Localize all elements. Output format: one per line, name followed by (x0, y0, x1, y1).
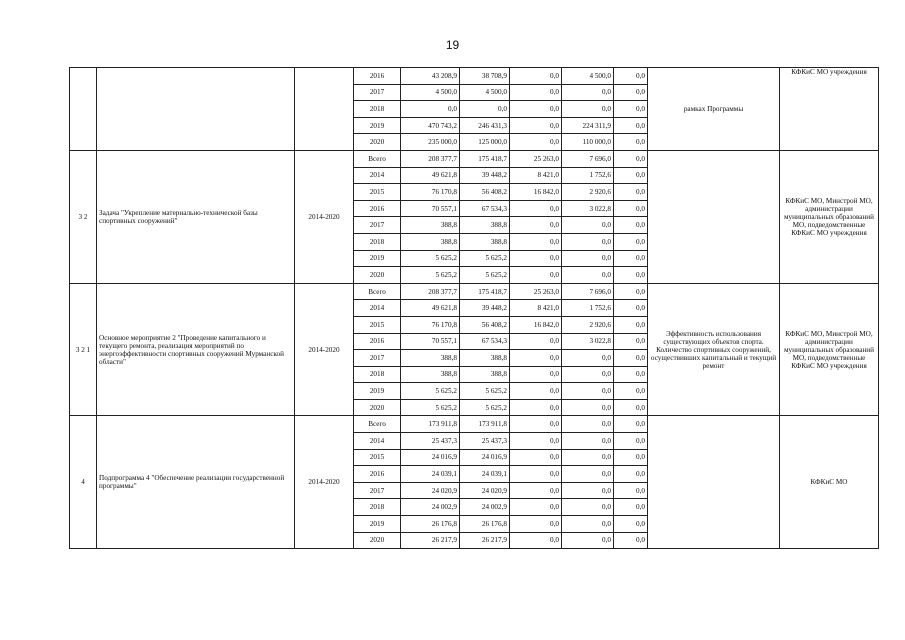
amount-cell: 56 408,2 (460, 184, 510, 201)
year-cell: 2015 (354, 316, 401, 333)
amount-cell: 0,0 (510, 134, 562, 151)
section-name: Основное мероприятие 2 "Проведение капитального и текущего ремонта, реализация мероприятий по энергоэффективности спортивных сооружений Мурманской области" (97, 283, 295, 416)
section-name: Задача "Укрепление материально-технической базы спортивных сооружений" (97, 150, 295, 283)
amount-cell: 0,0 (614, 167, 648, 184)
amount-cell: 0,0 (614, 150, 648, 167)
amount-cell: 0,0 (614, 333, 648, 350)
amount-cell: 8 421,0 (510, 300, 562, 317)
year-cell: 2017 (354, 84, 401, 101)
amount-cell: 224 311,9 (562, 117, 614, 134)
amount-cell: 0,0 (614, 532, 648, 549)
amount-cell: 76 170,8 (401, 184, 460, 201)
amount-cell: 8 421,0 (510, 167, 562, 184)
amount-cell: 5 625,2 (460, 399, 510, 416)
section-name (97, 68, 295, 151)
amount-cell: 0,0 (614, 433, 648, 450)
amount-cell: 0,0 (562, 250, 614, 267)
year-cell: Всего (354, 150, 401, 167)
amount-cell: 2 920,6 (562, 184, 614, 201)
amount-cell: 5 625,2 (401, 399, 460, 416)
year-cell: 2017 (354, 350, 401, 367)
amount-cell: 0,0 (562, 499, 614, 516)
table-row (70, 416, 879, 433)
amount-cell: 4 500,0 (460, 84, 510, 101)
amount-cell: 24 002,9 (401, 499, 460, 516)
amount-cell: 0,0 (614, 350, 648, 367)
year-cell: 2016 (354, 466, 401, 483)
amount-cell: 0,0 (614, 134, 648, 151)
amount-cell: 24 020,9 (401, 482, 460, 499)
amount-cell: 0,0 (614, 366, 648, 383)
amount-cell: 0,0 (562, 433, 614, 450)
amount-cell: 5 625,2 (401, 383, 460, 400)
amount-cell: 0,0 (562, 84, 614, 101)
amount-cell: 26 176,8 (401, 516, 460, 533)
amount-cell: 0,0 (510, 267, 562, 284)
amount-cell: 0,0 (510, 350, 562, 367)
amount-cell: 0,0 (614, 399, 648, 416)
indicator-cell (648, 150, 780, 283)
amount-cell: 4 500,0 (562, 68, 614, 85)
table-row (70, 68, 879, 85)
amount-cell: 208 377,7 (401, 150, 460, 167)
amount-cell: 76 170,8 (401, 316, 460, 333)
amount-cell: 70 557,1 (401, 200, 460, 217)
amount-cell: 7 696,0 (562, 283, 614, 300)
amount-cell: 0,0 (562, 449, 614, 466)
year-cell: 2016 (354, 333, 401, 350)
amount-cell: 235 000,0 (401, 134, 460, 151)
section-index: 3 2 (70, 150, 97, 283)
amount-cell: 0,0 (562, 416, 614, 433)
amount-cell: 67 534,3 (460, 200, 510, 217)
amount-cell: 388,8 (401, 350, 460, 367)
amount-cell: 125 000,0 (460, 134, 510, 151)
amount-cell: 49 621,8 (401, 300, 460, 317)
amount-cell: 4 500,0 (401, 84, 460, 101)
amount-cell: 0,0 (614, 117, 648, 134)
amount-cell: 110 000,0 (562, 134, 614, 151)
amount-cell: 0,0 (510, 101, 562, 118)
amount-cell: 0,0 (401, 101, 460, 118)
amount-cell: 5 625,2 (401, 250, 460, 267)
amount-cell: 3 022,8 (562, 333, 614, 350)
amount-cell: 388,8 (460, 233, 510, 250)
amount-cell: 0,0 (614, 416, 648, 433)
amount-cell: 388,8 (460, 217, 510, 234)
amount-cell: 208 377,7 (401, 283, 460, 300)
amount-cell: 0,0 (510, 84, 562, 101)
amount-cell: 175 418,7 (460, 150, 510, 167)
amount-cell: 39 448,2 (460, 167, 510, 184)
amount-cell: 246 431,3 (460, 117, 510, 134)
amount-cell: 2 920,6 (562, 316, 614, 333)
section-index: 4 (70, 416, 97, 549)
amount-cell: 16 842,0 (510, 316, 562, 333)
amount-cell: 388,8 (460, 366, 510, 383)
year-cell: 2017 (354, 482, 401, 499)
year-cell: 2016 (354, 68, 401, 85)
amount-cell: 0,0 (510, 117, 562, 134)
indicator-cell: рамках Программы (648, 68, 780, 151)
amount-cell: 0,0 (614, 283, 648, 300)
amount-cell: 24 039,1 (460, 466, 510, 483)
section-term (295, 68, 354, 151)
amount-cell: 1 752,6 (562, 300, 614, 317)
responsible-cell: КФКиС МО, Минстрой МО, администрации муниципальных образований МО, подведомственные КФКиС МО учреждения (780, 283, 879, 416)
year-cell: 2020 (354, 134, 401, 151)
amount-cell: 0,0 (562, 399, 614, 416)
amount-cell: 470 743,2 (401, 117, 460, 134)
year-cell: 2020 (354, 399, 401, 416)
year-cell: 2018 (354, 101, 401, 118)
year-cell: 2016 (354, 200, 401, 217)
amount-cell: 0,0 (510, 482, 562, 499)
amount-cell: 1 752,6 (562, 167, 614, 184)
amount-cell: 26 217,9 (401, 532, 460, 549)
amount-cell: 26 176,8 (460, 516, 510, 533)
amount-cell: 0,0 (614, 184, 648, 201)
year-cell: 2018 (354, 366, 401, 383)
program-funding-table (69, 67, 879, 549)
amount-cell: 16 842,0 (510, 184, 562, 201)
amount-cell: 0,0 (614, 217, 648, 234)
amount-cell: 173 911,8 (460, 416, 510, 433)
amount-cell: 0,0 (614, 499, 648, 516)
amount-cell: 24 020,9 (460, 482, 510, 499)
amount-cell: 0,0 (510, 68, 562, 85)
amount-cell: 0,0 (614, 482, 648, 499)
amount-cell: 0,0 (510, 233, 562, 250)
year-cell: 2020 (354, 267, 401, 284)
indicator-cell: Эффективность использования существующих объектов спорта. Количество спортивных сооружений, осуществивших капитальный и текущий ремонт (648, 283, 780, 416)
responsible-cell: КФКиС МО, Минстрой МО, администрации муниципальных образований МО, подведомственные КФКиС МО учреждения (780, 150, 879, 283)
amount-cell: 388,8 (401, 366, 460, 383)
amount-cell: 0,0 (510, 217, 562, 234)
amount-cell: 388,8 (460, 350, 510, 367)
amount-cell: 5 625,2 (460, 267, 510, 284)
amount-cell: 0,0 (614, 383, 648, 400)
table-row (70, 150, 879, 167)
year-cell: 2015 (354, 449, 401, 466)
amount-cell: 0,0 (562, 217, 614, 234)
amount-cell: 5 625,2 (460, 383, 510, 400)
table-body (70, 68, 879, 549)
amount-cell: 0,0 (510, 532, 562, 549)
amount-cell: 0,0 (510, 433, 562, 450)
amount-cell: 39 448,2 (460, 300, 510, 317)
page-number: 19 (445, 38, 460, 52)
year-cell: Всего (354, 416, 401, 433)
amount-cell: 0,0 (614, 267, 648, 284)
year-cell: 2020 (354, 532, 401, 549)
amount-cell: 43 208,9 (401, 68, 460, 85)
section-name: Подпрограмма 4 "Обеспечение реализации государственной программы" (97, 416, 295, 549)
amount-cell: 24 002,9 (460, 499, 510, 516)
amount-cell: 175 418,7 (460, 283, 510, 300)
amount-cell: 7 696,0 (562, 150, 614, 167)
amount-cell: 0,0 (614, 449, 648, 466)
year-cell: 2019 (354, 383, 401, 400)
amount-cell: 0,0 (614, 316, 648, 333)
year-cell: 2019 (354, 516, 401, 533)
amount-cell: 67 534,3 (460, 333, 510, 350)
amount-cell: 0,0 (614, 233, 648, 250)
amount-cell: 0,0 (562, 366, 614, 383)
section-term: 2014-2020 (295, 283, 354, 416)
year-cell: 2014 (354, 433, 401, 450)
amount-cell: 24 039,1 (401, 466, 460, 483)
amount-cell: 0,0 (562, 383, 614, 400)
amount-cell: 0,0 (510, 466, 562, 483)
year-cell: 2019 (354, 250, 401, 267)
amount-cell: 0,0 (510, 366, 562, 383)
section-term: 2014-2020 (295, 416, 354, 549)
amount-cell: 0,0 (510, 449, 562, 466)
amount-cell: 0,0 (614, 300, 648, 317)
amount-cell: 56 408,2 (460, 316, 510, 333)
amount-cell: 0,0 (562, 532, 614, 549)
year-cell: Всего (354, 283, 401, 300)
year-cell: 2018 (354, 499, 401, 516)
amount-cell: 0,0 (562, 233, 614, 250)
amount-cell: 0,0 (614, 466, 648, 483)
amount-cell: 70 557,1 (401, 333, 460, 350)
amount-cell: 0,0 (614, 516, 648, 533)
amount-cell: 3 022,8 (562, 200, 614, 217)
year-cell: 2017 (354, 217, 401, 234)
year-cell: 2014 (354, 167, 401, 184)
amount-cell: 25 437,3 (401, 433, 460, 450)
year-cell: 2018 (354, 233, 401, 250)
amount-cell: 0,0 (562, 350, 614, 367)
amount-cell: 0,0 (510, 416, 562, 433)
amount-cell: 25 263,0 (510, 283, 562, 300)
year-cell: 2014 (354, 300, 401, 317)
amount-cell: 26 217,9 (460, 532, 510, 549)
responsible-cell: КФКиС МО (780, 416, 879, 549)
amount-cell: 0,0 (562, 516, 614, 533)
amount-cell: 388,8 (401, 217, 460, 234)
amount-cell: 0,0 (562, 101, 614, 118)
amount-cell: 38 708,9 (460, 68, 510, 85)
amount-cell: 0,0 (510, 250, 562, 267)
indicator-cell (648, 416, 780, 549)
section-term: 2014-2020 (295, 150, 354, 283)
amount-cell: 0,0 (510, 200, 562, 217)
amount-cell: 0,0 (562, 482, 614, 499)
amount-cell: 0,0 (614, 250, 648, 267)
amount-cell: 0,0 (510, 516, 562, 533)
year-cell: 2019 (354, 117, 401, 134)
amount-cell: 0,0 (510, 333, 562, 350)
responsible-cell: КФКиС МО учреждения (780, 68, 879, 151)
amount-cell: 0,0 (614, 200, 648, 217)
amount-cell: 5 625,2 (460, 250, 510, 267)
amount-cell: 25 263,0 (510, 150, 562, 167)
amount-cell: 0,0 (614, 101, 648, 118)
table-row (70, 283, 879, 300)
amount-cell: 49 621,8 (401, 167, 460, 184)
amount-cell: 0,0 (614, 84, 648, 101)
amount-cell: 0,0 (460, 101, 510, 118)
amount-cell: 388,8 (401, 233, 460, 250)
section-index (70, 68, 97, 151)
amount-cell: 0,0 (510, 383, 562, 400)
section-index: 3 2 1 (70, 283, 97, 416)
amount-cell: 0,0 (614, 68, 648, 85)
amount-cell: 5 625,2 (401, 267, 460, 284)
amount-cell: 0,0 (562, 466, 614, 483)
amount-cell: 173 911,8 (401, 416, 460, 433)
amount-cell: 0,0 (562, 267, 614, 284)
amount-cell: 25 437,3 (460, 433, 510, 450)
amount-cell: 0,0 (510, 399, 562, 416)
year-cell: 2015 (354, 184, 401, 201)
amount-cell: 24 016,9 (460, 449, 510, 466)
amount-cell: 24 016,9 (401, 449, 460, 466)
amount-cell: 0,0 (510, 499, 562, 516)
